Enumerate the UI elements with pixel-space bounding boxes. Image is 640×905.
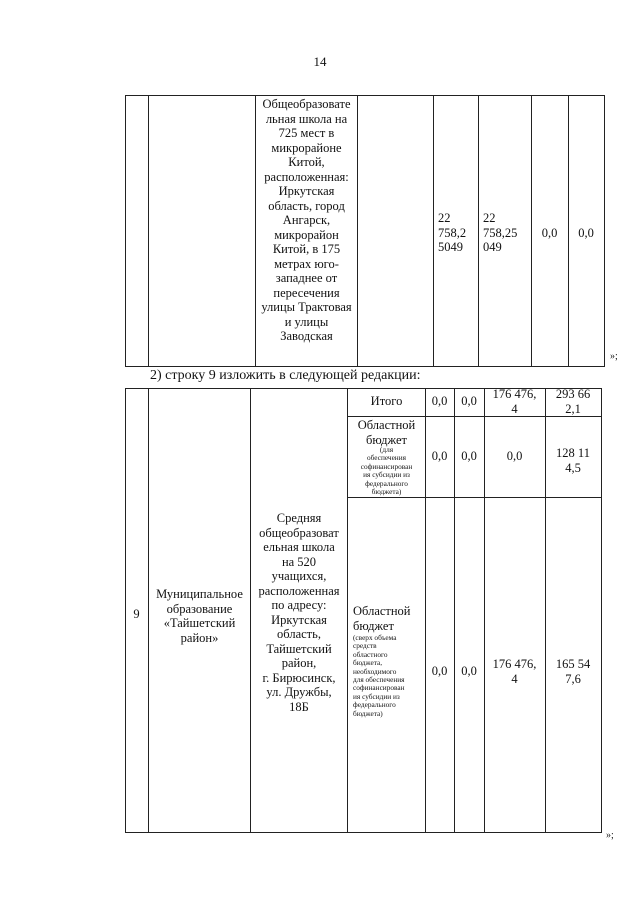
table2-object-name: Средняя общеобразоват ельная школа на 520 учащихся, расположенная по адресу: Иркутская область, Тайшетский район, г. Бирюсинск, ул. Дружбы, 18Б [258,511,340,714]
table2-row-regional-extra-label: Областной бюджет [353,604,411,633]
table2-row-regional-extra-value-2: 0,0 [461,664,477,678]
table1-object-name: Общеобразовате льная школа на 725 мест в микрорайоне Китой, расположенная: Иркутская область, город Ангарск, микрорайон Китой, в 175 метрах юго- западнее от пересечения улицы Трактовая и улицы Заводская [261,97,352,343]
table2-row-total-value-2: 0,0 [461,394,477,408]
table1-value-1: 22 758,2 5049 [438,211,467,254]
table2-municipality: Муниципальное образование «Тайшетский район» [156,587,243,645]
table2-row-total-value-4: 293 66 2,1 [555,387,591,416]
table1-value-3: 0,0 [541,226,558,240]
table1-value-2: 22 758,25 049 [483,211,518,254]
table2-row-regional-cofin-value-2: 0,0 [461,449,477,463]
amendment-instruction: 2) строку 9 изложить в следующей редакции: [150,368,421,383]
table2-row-regional-cofin-value-3: 0,0 [506,449,523,463]
table2-row-number: 9 [133,607,140,621]
table2-row-total-value-1: 0,0 [431,394,448,408]
table2-row-regional-cofin-value-1: 0,0 [431,449,448,463]
table2-row-regional-extra-note: (сверх объема средств областного бюджета, необходимого для обеспечения софинансирован ия субсидии из федерального бюджета) [353,633,405,718]
table2-closing-mark: »; [606,830,614,841]
table1-value-4: 0,0 [578,226,594,240]
table2-row-regional-cofin-note: (для обеспечения софинансирован ия субсидии из федерального бюджета) [360,445,413,497]
table2-row-regional-extra-value-3: 176 476, 4 [492,657,537,686]
table1-closing-mark: »; [610,351,618,362]
table2-row-regional-extra-value-1: 0,0 [431,664,448,678]
table2-row-total-value-3: 176 476, 4 [492,387,537,416]
table2-row-regional-cofin-label: Областной бюджет [357,418,416,447]
page-number: 14 [313,54,327,69]
table2-row-regional-cofin-value-4: 128 11 4,5 [556,446,590,475]
table2-row-total-label: Итого [370,394,403,408]
table2-row-regional-extra-value-4: 165 54 7,6 [555,657,591,686]
